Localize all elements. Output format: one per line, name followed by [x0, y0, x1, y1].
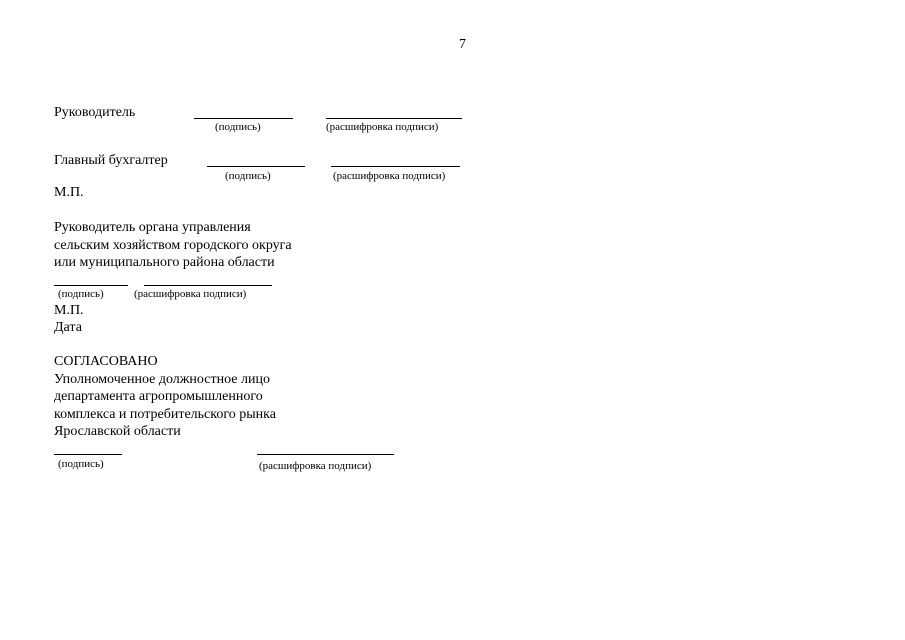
- approval-line-2: департамента агропромышленного: [54, 389, 263, 404]
- accountant-name-caption: (расшифровка подписи): [333, 170, 446, 182]
- head-signature-line: [194, 118, 293, 119]
- authority-name-caption: (расшифровка подписи): [134, 288, 247, 300]
- authority-sign-caption: (подпись): [58, 288, 104, 300]
- authority-line-1: Руководитель органа управления: [54, 220, 251, 235]
- head-sign-caption: (подпись): [215, 121, 261, 133]
- authority-stamp: М.П.: [54, 303, 84, 318]
- approval-sign-caption: (подпись): [58, 458, 104, 470]
- approval-signature-line: [54, 454, 122, 455]
- authority-line-3: или муниципального района области: [54, 255, 275, 270]
- accountant-stamp: М.П.: [54, 185, 84, 200]
- authority-name-line: [144, 285, 272, 286]
- head-title: Руководитель: [54, 105, 136, 120]
- approval-line-1: Уполномоченное должностное лицо: [54, 372, 270, 387]
- accountant-signature-line: [207, 166, 305, 167]
- head-name-caption: (расшифровка подписи): [326, 121, 439, 133]
- approval-name-line: [257, 454, 394, 455]
- authority-line-2: сельским хозяйством городского округа: [54, 238, 292, 253]
- approval-heading: СОГЛАСОВАНО: [54, 354, 158, 369]
- head-name-line: [326, 118, 462, 119]
- authority-signature-line: [54, 285, 128, 286]
- accountant-name-line: [331, 166, 460, 167]
- authority-date: Дата: [54, 320, 82, 335]
- approval-name-caption: (расшифровка подписи): [259, 460, 372, 472]
- accountant-title: Главный бухгалтер: [54, 153, 168, 168]
- accountant-sign-caption: (подпись): [225, 170, 271, 182]
- page-number: 7: [459, 37, 466, 52]
- approval-line-4: Ярославской области: [54, 424, 181, 439]
- approval-line-3: комплекса и потребительского рынка: [54, 407, 276, 422]
